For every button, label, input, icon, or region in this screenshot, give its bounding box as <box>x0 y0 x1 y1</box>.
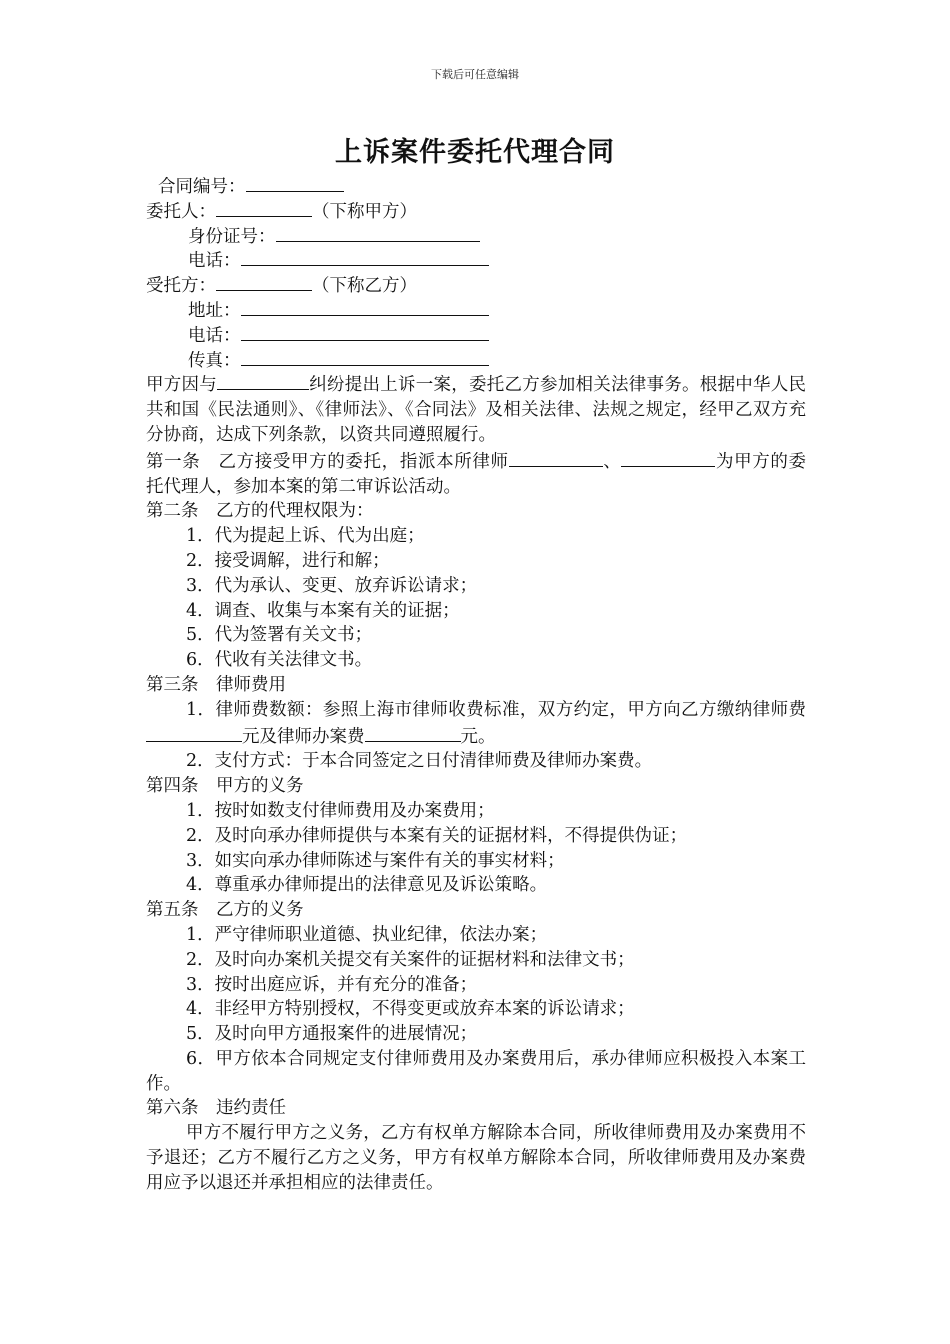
article-1-text-2: 为甲方的委托代理人，参加本案的第二审诉讼活动。 <box>146 451 807 497</box>
address-blank[interactable] <box>241 297 489 316</box>
agent-blank[interactable] <box>216 272 312 291</box>
article-2-heading: 第二条 乙方的代理权限为： <box>146 501 374 522</box>
fax-row <box>146 347 806 372</box>
list-item: 4．尊重承办律师提出的法律意见及诉讼策略。 <box>186 875 548 896</box>
list-item: 2．及时向办案机关提交有关案件的证据材料和法律文书； <box>186 949 635 970</box>
article-1 <box>146 448 806 500</box>
agent-label: 受托方： <box>146 276 216 297</box>
list-item: 2．及时向承办律师提供与本案有关的证据材料，不得提供伪证； <box>186 825 688 846</box>
article-1-text: 第一条 乙方接受甲方的委托，指派本所律师 <box>146 451 509 472</box>
agent-row <box>146 272 806 297</box>
lawyer-1-blank[interactable] <box>509 448 603 467</box>
agent-suffix: （下称乙方） <box>312 276 417 297</box>
list-item: 5．代为签署有关文书； <box>186 625 373 646</box>
address-row <box>146 297 806 322</box>
intro-prefix: 甲方因与 <box>146 375 217 396</box>
article-6-text: 甲方不履行甲方之义务，乙方有权单方解除本合同，所收律师费用及办案费用不予退还；乙方不履行乙方之义务，甲方有权单方解除本合同，所收律师费用及办案费用应予以退还并承担相应的法律责任。 <box>146 1123 806 1193</box>
fax-blank[interactable] <box>241 347 489 366</box>
agent-phone-row <box>146 322 806 347</box>
list-item: 1．按时如数支付律师费用及办案费用； <box>186 800 495 821</box>
list-item: 5．及时向甲方通报案件的进展情况； <box>186 1024 478 1045</box>
list-item: 2．接受调解，进行和解； <box>186 550 390 571</box>
client-row <box>146 198 806 223</box>
list-item: 3．代为承认、变更、放弃诉讼请求； <box>186 575 478 596</box>
list-item: 6．甲方依本合同规定支付律师费用及办案费用后，承办律师应积极投入本案工作。 <box>146 1048 806 1094</box>
client-label: 委托人： <box>146 201 216 222</box>
header-note: 下载后可任意编辑 <box>431 68 519 81</box>
document-title: 上诉案件委托代理合同 <box>335 137 615 168</box>
agent-phone-label: 电话： <box>188 325 241 346</box>
article-3-heading: 第三条 律师费用 <box>146 674 286 695</box>
list-item: 3．如实向承办律师陈述与案件有关的事实材料； <box>186 850 565 871</box>
fax-label: 传真： <box>188 350 241 371</box>
list-item: 4．非经甲方特别授权，不得变更或放弃本案的诉讼请求； <box>186 999 635 1020</box>
contract-no-label: 合同编号： <box>158 177 246 197</box>
id-no-blank[interactable] <box>276 223 480 242</box>
article-4-heading: 第四条 甲方的义务 <box>146 776 304 797</box>
dispute-blank[interactable] <box>217 371 309 390</box>
case-fee-blank[interactable] <box>365 723 461 742</box>
client-blank[interactable] <box>216 198 312 217</box>
client-phone-label: 电话： <box>188 251 241 272</box>
list-item: 6．代收有关法律文书。 <box>186 650 373 671</box>
list-item: 1．严守律师职业道德、执业纪律，依法办案； <box>186 924 548 945</box>
fee-text-c: 元。 <box>460 726 496 747</box>
id-no-row <box>146 223 806 248</box>
list-item: 1．代为提起上诉、代为出庭； <box>186 526 425 547</box>
article-3-item-2: 2．支付方式：于本合同签定之日付清律师费及律师办案费。 <box>186 751 653 772</box>
intro-text: 纠纷提出上诉一案，委托乙方参加相关法律事务。根据中华人民共和国《民法通则》、《律师法》、《合同法》及相关法律、法规之规定，经甲乙双方充分协商，达成下列条款，以资共同遵照履行。 <box>146 375 806 445</box>
article-1-separator: 、 <box>602 451 622 472</box>
client-phone-row <box>146 247 806 272</box>
lawyer-2-blank[interactable] <box>621 448 715 467</box>
article-3-item-1 <box>146 698 806 750</box>
list-item: 4．调查、收集与本案有关的证据； <box>186 600 460 621</box>
fee-text-b: 元及律师办案费 <box>242 726 365 747</box>
agent-phone-blank[interactable] <box>241 322 489 341</box>
client-suffix: （下称甲方） <box>312 201 417 222</box>
contract-no-row <box>146 173 806 198</box>
address-label: 地址： <box>188 300 241 321</box>
fee-text-a: 1．律师费数额：参照上海市律师收费标准，双方约定，甲方向乙方缴纳律师费 <box>186 699 806 720</box>
contract-no-blank[interactable] <box>246 173 344 192</box>
client-phone-blank[interactable] <box>241 247 489 266</box>
id-no-label: 身份证号： <box>188 226 276 247</box>
article-5-heading: 第五条 乙方的义务 <box>146 900 304 921</box>
contract-body <box>146 173 806 1196</box>
article-6-heading: 第六条 违约责任 <box>146 1098 286 1119</box>
intro-paragraph <box>146 371 806 447</box>
list-item: 3．按时出庭应诉，并有充分的准备； <box>186 974 478 995</box>
lawyer-fee-blank[interactable] <box>146 723 242 742</box>
